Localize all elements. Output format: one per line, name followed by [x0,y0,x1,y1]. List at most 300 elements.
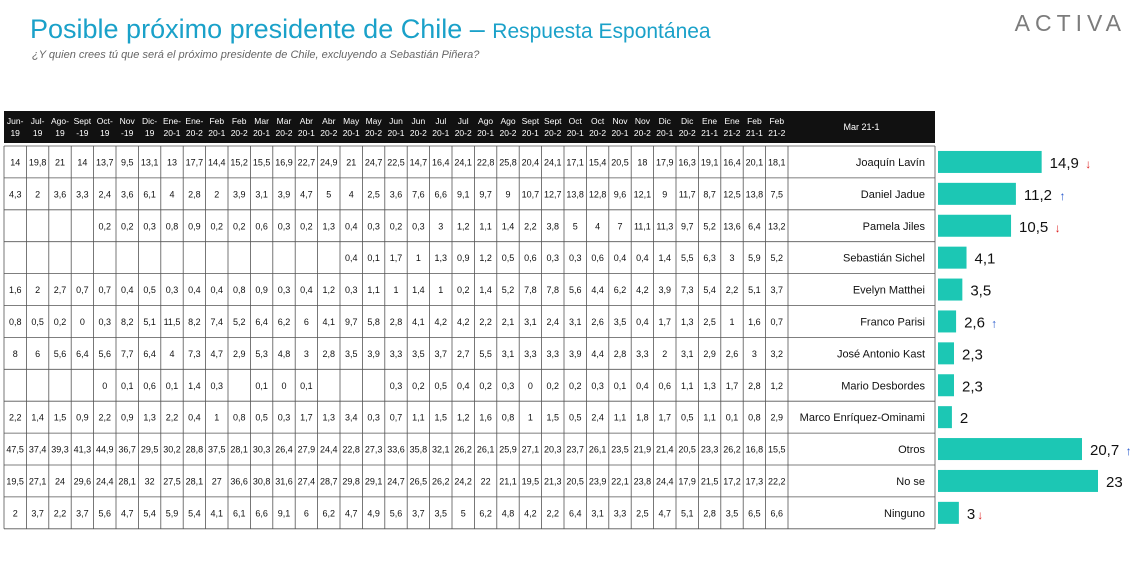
cell-r0-c27: 20,5 [611,157,629,168]
cell-r7-c32: 1,7 [725,380,739,391]
cell-r11-c25: 6,4 [568,508,582,519]
cell-r4-c17: 1 [393,285,399,296]
cell-r5-c27: 3,5 [613,316,627,327]
cell-r8-c22: 0,8 [501,412,515,423]
cell-r2-c10: 0,2 [232,221,246,232]
cell-r1-c10: 3,9 [232,189,246,200]
period-header-7: Ene- [163,116,181,126]
cell-r10-c25: 20,5 [566,476,584,487]
cell-r6-c29: 2 [662,348,668,359]
cell-r0-c17: 22,5 [387,157,405,168]
cell-r10-c21: 22 [480,476,491,487]
cell-r5-c3: 0 [79,316,85,327]
cell-r0-c34: 18,1 [768,157,786,168]
period-header-14-year: 20-2 [320,128,338,138]
cell-r0-c10: 15,2 [230,157,248,168]
cell-r9-c1: 37,4 [28,444,47,455]
cell-r5-c16: 5,8 [367,316,380,327]
cell-r10-c22: 21,1 [499,476,517,487]
cell-r8-c29: 1,7 [658,412,672,423]
cell-r7-c7: 0,1 [165,380,179,391]
cell-r7-c22: 0,3 [501,380,515,391]
cell-r1-c32: 12,5 [723,189,741,200]
cell-r5-c25: 3,1 [568,316,582,327]
cell-r5-c4: 0,3 [98,316,112,327]
cell-r11-c7: 5,9 [165,508,179,519]
cell-r2-c33: 6,4 [748,221,761,232]
cell-r5-c17: 2,8 [389,316,403,327]
period-header-17-year: 20-1 [387,128,405,138]
cell-r5-c12: 6,2 [277,316,291,327]
bar-label-2: 10,5 [1019,218,1049,236]
cell-r0-c8: 17,7 [185,157,204,168]
cell-r3-c24: 0,3 [546,253,560,264]
cell-r8-c30: 0,5 [680,412,694,423]
period-header-26: Oct [590,116,605,126]
cell-r5-c13: 6 [303,316,309,327]
candidate-name-0: Joaquín Lavín [855,156,925,169]
cell-r5-c26: 2,6 [591,316,604,327]
period-header-25-year: 20-1 [566,128,584,138]
cell-r7-c25: 0,2 [568,380,582,391]
cell-r0-c4: 13,7 [96,157,114,168]
cell-r1-c17: 3,6 [389,189,403,200]
trend-arrow-11: ↓ [977,507,984,522]
cell-r9-c22: 25,9 [499,444,517,455]
period-header-15: May [343,116,360,126]
cell-r6-c5: 7,7 [120,348,134,359]
period-header-14: Abr [322,116,336,126]
cell-r10-c10: 36,6 [230,476,248,487]
cell-r1-c19: 6,6 [434,189,448,200]
cell-r11-c2: 2,2 [53,508,67,519]
cell-r4-c19: 1 [438,285,444,296]
activa-logo: ACTIVA [1014,10,1126,36]
cell-r8-c27: 1,1 [613,412,627,423]
period-header-30: Dic [681,116,694,126]
cell-r7-c34: 1,2 [770,380,784,391]
period-header-10-year: 20-2 [230,128,248,138]
cell-r8-c24: 1,5 [546,412,560,423]
cell-r3-c30: 5,5 [680,253,694,264]
cell-r7-c17: 0,3 [389,380,403,391]
bar-label-0: 14,9 [1049,154,1079,172]
cell-r6-c20: 2,7 [456,348,470,359]
cell-r4-c10: 0,8 [232,285,246,296]
bar-label-3: 4,1 [974,250,996,268]
period-header-32: Ene [724,116,740,126]
cell-r8-c11: 0,5 [255,412,268,423]
cell-r6-c1: 6 [35,348,41,359]
bar-label-5: 2,6 [964,314,985,332]
period-header-32-year: 21-2 [723,128,741,138]
period-header-30-year: 20-2 [678,128,696,138]
cell-r3-c26: 0,6 [591,253,604,264]
cell-r7-c21: 0,2 [479,380,492,391]
period-header-7-year: 20-1 [163,128,181,138]
cell-r11-c14: 6,2 [322,508,336,519]
title-sub: Respuesta Espontánea [492,20,711,43]
cell-r10-c27: 22,1 [611,476,629,487]
bar-10 [938,470,1098,492]
cell-r5-c11: 6,4 [255,316,268,327]
candidate-name-7: Mario Desbordes [841,380,925,393]
cell-r11-c29: 4,7 [658,508,672,519]
cell-r3-c29: 1,4 [658,253,672,264]
bar-2 [938,215,1011,237]
cell-r9-c32: 26,2 [723,444,741,455]
period-header-6-year: 19 [144,128,155,138]
cell-r4-c24: 7,8 [546,285,560,296]
cell-r0-c9: 14,4 [208,157,226,168]
candidate-name-1: Daniel Jadue [860,188,925,201]
cell-r8-c17: 0,7 [389,412,403,423]
period-header-0: Jun- [6,116,24,126]
period-header-19-year: 20-1 [432,128,450,138]
cell-r7-c30: 1,1 [680,380,694,391]
period-header-16: May [365,116,382,126]
cell-r1-c27: 9,6 [613,189,627,200]
cell-r9-c0: 47,5 [6,444,24,455]
cell-r8-c21: 1,6 [479,412,492,423]
cell-r8-c20: 1,2 [456,412,470,423]
cell-r5-c2: 0,2 [53,316,67,327]
cell-r5-c18: 4,1 [412,316,425,327]
period-header-20-year: 20-2 [454,128,472,138]
cell-r10-c23: 19,5 [521,476,540,487]
cell-r6-c33: 3 [751,348,757,359]
cell-r0-c31: 19,1 [700,157,719,168]
cell-r9-c33: 16,8 [745,444,764,455]
cell-r6-c9: 4,7 [210,348,224,359]
period-header-16-year: 20-2 [365,128,383,138]
cell-r6-c18: 3,5 [412,348,425,359]
cell-r1-c18: 7,6 [412,189,425,200]
cell-r11-c26: 3,1 [591,508,604,519]
cell-r11-c23: 4,2 [524,508,537,519]
cell-r4-c15: 0,3 [344,285,358,296]
cell-r1-c21: 9,7 [479,189,492,200]
cell-r8-c7: 2,2 [165,412,179,423]
cell-r10-c17: 24,7 [387,476,405,487]
candidate-name-8: Marco Enríquez-Ominami [799,412,925,425]
bar-label-1: 11,2 [1023,186,1053,204]
candidate-name-4: Evelyn Matthei [852,284,925,297]
cell-r1-c14: 5 [326,189,332,200]
cell-r4-c20: 0,2 [456,285,470,296]
trend-arrow-9: ↑ [1125,444,1132,459]
cell-r0-c24: 24,1 [544,157,562,168]
period-header-13-year: 20-1 [297,128,315,138]
cell-r9-c4: 44,9 [96,444,114,455]
period-header-2: Ago- [51,116,69,126]
cell-r4-c26: 4,4 [591,285,604,296]
cell-r7-c29: 0,6 [658,380,672,391]
bar-label-8: 2 [959,410,969,428]
cell-r8-c34: 2,9 [770,412,784,423]
cell-r9-c2: 39,3 [51,444,69,455]
period-header-4-year: 19 [100,128,110,138]
cell-r9-c5: 36,7 [118,444,136,455]
cell-r8-c14: 1,3 [322,412,336,423]
cell-r10-c0: 19,5 [6,476,24,487]
cell-r1-c7: 4 [169,189,175,200]
cell-r4-c6: 0,5 [143,285,156,296]
cell-r2-c29: 11,3 [656,221,674,232]
period-header-8-year: 20-2 [185,128,203,138]
cell-r6-c16: 3,9 [367,348,380,359]
cell-r7-c12: 0 [281,380,287,391]
cell-r11-c27: 3,3 [613,508,627,519]
period-header-5-year: -19 [121,128,134,138]
period-header-17: Jun [389,116,403,126]
cell-r8-c23: 1 [527,412,533,423]
cell-r5-c24: 2,4 [546,316,560,327]
cell-r9-c30: 20,5 [678,444,696,455]
cell-r2-c6: 0,3 [143,221,156,232]
cell-r1-c24: 12,7 [544,189,562,200]
cell-r10-c2: 24 [54,476,66,487]
cell-r9-c34: 15,5 [768,444,786,455]
cell-r6-c11: 5,3 [255,348,268,359]
period-header-18-year: 20-2 [409,128,427,138]
cell-r4-c23: 7,8 [524,285,537,296]
cell-r9-c20: 26,2 [454,444,472,455]
period-header-3-year: -19 [76,128,89,138]
cell-r7-c8: 1,4 [188,380,201,391]
cell-r9-c7: 30,2 [163,444,181,455]
cell-r9-c18: 35,8 [409,444,428,455]
period-header-27-year: 20-1 [611,128,629,138]
cell-r10-c12: 31,6 [275,476,293,487]
cell-r8-c31: 1,1 [703,412,716,423]
cell-r6-c34: 3,2 [770,348,784,359]
cell-r5-c28: 0,4 [636,316,649,327]
cell-r3-c21: 1,2 [479,253,492,264]
cell-r5-c0: 0,8 [8,316,22,327]
cell-r0-c6: 13,1 [140,157,159,168]
cell-r8-c15: 3,4 [344,412,358,423]
cell-r10-c3: 29,6 [73,476,92,487]
cell-r4-c4: 0,7 [98,285,112,296]
cell-r2-c5: 0,2 [120,221,134,232]
bar-label-4: 3,5 [970,282,992,300]
cell-r7-c26: 0,3 [591,380,604,391]
cell-r2-c4: 0,2 [98,221,112,232]
bar-label-6: 2,3 [962,346,983,364]
cell-r0-c26: 15,4 [588,157,607,168]
period-header-2-year: 19 [55,128,65,138]
period-header-6: Dic- [142,116,158,126]
cell-r11-c1: 3,7 [31,508,44,519]
cell-r10-c1: 27,1 [28,476,47,487]
cell-r11-c0: 2 [12,508,18,519]
cell-r11-c34: 6,6 [770,508,784,519]
cell-r4-c21: 1,4 [479,285,492,296]
cell-r8-c12: 0,3 [277,412,291,423]
cell-r7-c19: 0,5 [434,380,448,391]
cell-r0-c15: 21 [346,157,357,168]
cell-r0-c12: 16,9 [275,157,293,168]
cell-r2-c17: 0,2 [389,221,403,232]
period-header-34: Feb [769,116,785,126]
cell-r9-c3: 41,3 [73,444,92,455]
candidate-name-11: Ninguno [884,507,925,520]
cell-r10-c4: 24,4 [96,476,114,487]
cell-r7-c33: 2,8 [748,380,761,391]
cell-r2-c18: 0,3 [412,221,425,232]
cell-r3-c33: 5,9 [748,253,761,264]
cell-r1-c31: 8,7 [703,189,716,200]
cell-r2-c26: 4 [595,221,601,232]
cell-r5-c22: 2,1 [501,316,515,327]
cell-r0-c28: 18 [637,157,648,168]
cell-r9-c6: 29,5 [140,444,159,455]
cell-r7-c9: 0,3 [210,380,224,391]
period-header-20: Jul [457,116,469,126]
cell-r6-c10: 2,9 [232,348,246,359]
bar-label-10: 23 [1106,473,1123,491]
period-header-26-year: 20-2 [589,128,607,138]
cell-r1-c6: 6,1 [143,189,156,200]
cell-r9-c31: 23,3 [700,444,719,455]
cell-r5-c19: 4,2 [434,316,448,327]
cell-r1-c26: 12,8 [588,189,607,200]
period-header-19: Jul [435,116,447,126]
cell-r6-c32: 2,6 [725,348,739,359]
cell-r2-c31: 5,2 [703,221,716,232]
cell-r6-c3: 6,4 [76,348,89,359]
cell-r8-c18: 1,1 [412,412,425,423]
cell-r2-c23: 2,2 [524,221,537,232]
candidate-name-6: José Antonio Kast [836,348,925,361]
period-header-31-year: 21-1 [701,128,719,138]
cell-r3-c23: 0,6 [524,253,537,264]
period-header-10: Feb [231,116,247,126]
cell-r9-c8: 28,8 [185,444,204,455]
cell-r8-c0: 2,2 [8,412,22,423]
cell-r0-c0: 14 [10,157,21,168]
bar-9 [938,438,1082,460]
period-header-9: Feb [209,116,225,126]
cell-r6-c17: 3,3 [389,348,403,359]
cell-r1-c23: 10,7 [521,189,540,200]
cell-r11-c3: 3,7 [76,508,89,519]
cell-r5-c8: 8,2 [188,316,201,327]
cell-r11-c20: 5 [460,508,466,519]
bar-11 [938,502,959,524]
cell-r10-c33: 17,3 [745,476,764,487]
cell-r8-c3: 0,9 [76,412,89,423]
cell-r1-c9: 2 [214,189,220,200]
cell-r10-c29: 24,4 [656,476,674,487]
bar-6 [938,342,954,364]
cell-r3-c22: 0,5 [501,253,515,264]
cell-r1-c28: 12,1 [633,189,652,200]
cell-r6-c7: 4 [169,348,175,359]
cell-r6-c12: 4,8 [277,348,291,359]
cell-r2-c7: 0,8 [165,221,179,232]
cell-r9-c11: 30,3 [252,444,271,455]
cell-r5-c6: 5,1 [143,316,156,327]
cell-r4-c5: 0,4 [120,285,134,296]
cell-r11-c31: 2,8 [703,508,716,519]
bar-7 [938,374,954,396]
cell-r4-c3: 0,7 [76,285,89,296]
cell-r8-c16: 0,3 [367,412,380,423]
cell-r11-c17: 5,6 [389,508,403,519]
cell-r10-c31: 21,5 [700,476,719,487]
cell-r1-c2: 3,6 [53,189,67,200]
cell-r1-c5: 3,6 [120,189,134,200]
cell-r5-c33: 1,6 [748,316,761,327]
period-header-27: Nov [612,116,628,126]
cell-r6-c4: 5,6 [98,348,112,359]
survey-question: ¿Y quien crees tú que será el próximo presidente de Chile, excluyendo a Sebastián Piñera? [32,49,480,61]
cell-r6-c30: 3,1 [680,348,694,359]
cell-r6-c26: 4,4 [591,348,604,359]
cell-r10-c28: 23,8 [633,476,652,487]
period-header-11-year: 20-1 [253,128,271,138]
cell-r1-c3: 3,3 [76,189,89,200]
cell-r4-c11: 0,9 [255,285,268,296]
cell-r2-c9: 0,2 [210,221,224,232]
cell-r3-c31: 6,3 [703,253,716,264]
bar-5 [938,310,956,332]
cell-r1-c15: 4 [348,189,354,200]
cell-r8-c33: 0,8 [748,412,761,423]
cell-r11-c21: 6,2 [479,508,492,519]
cell-r3-c19: 1,3 [434,253,448,264]
cell-r8-c25: 0,5 [568,412,582,423]
period-header-31: Ene [702,116,718,126]
cell-r2-c25: 5 [572,221,578,232]
cell-r10-c7: 27,5 [163,476,181,487]
cell-r4-c33: 5,1 [748,285,761,296]
cell-r1-c8: 2,8 [188,189,201,200]
cell-r1-c30: 11,7 [678,189,696,200]
cell-r11-c19: 3,5 [434,508,448,519]
cell-r2-c24: 3,8 [546,221,560,232]
cell-r11-c10: 6,1 [232,508,246,519]
cell-r2-c28: 11,1 [633,221,651,232]
cell-r9-c19: 32,1 [432,444,450,455]
cell-r8-c1: 1,4 [31,412,44,423]
cell-r9-c21: 26,1 [476,444,495,455]
title-main: Posible próximo presidente de Chile – [30,14,485,44]
period-header-23: Sept [521,116,540,126]
cell-r11-c12: 9,1 [277,508,291,519]
period-header-15-year: 20-1 [342,128,360,138]
cell-r10-c19: 26,2 [432,476,450,487]
candidate-name-10: No se [896,475,925,488]
period-header-13: Abr [299,116,314,126]
cell-r4-c27: 6,2 [613,285,627,296]
cell-r8-c8: 0,4 [188,412,201,423]
period-header-11: Mar [254,116,269,126]
cell-r5-c1: 0,5 [31,316,44,327]
cell-r3-c32: 3 [729,253,735,264]
cell-r1-c16: 2,5 [367,189,380,200]
cell-r1-c20: 9,1 [456,189,470,200]
period-header-29: Dic [658,116,671,126]
period-header-24: Sept [544,116,562,126]
cell-r0-c5: 9,5 [120,157,134,168]
cell-r10-c26: 23,9 [588,476,607,487]
cell-r0-c21: 22,8 [476,157,495,168]
period-header-29-year: 20-1 [656,128,674,138]
cell-r5-c7: 11,5 [163,316,181,327]
